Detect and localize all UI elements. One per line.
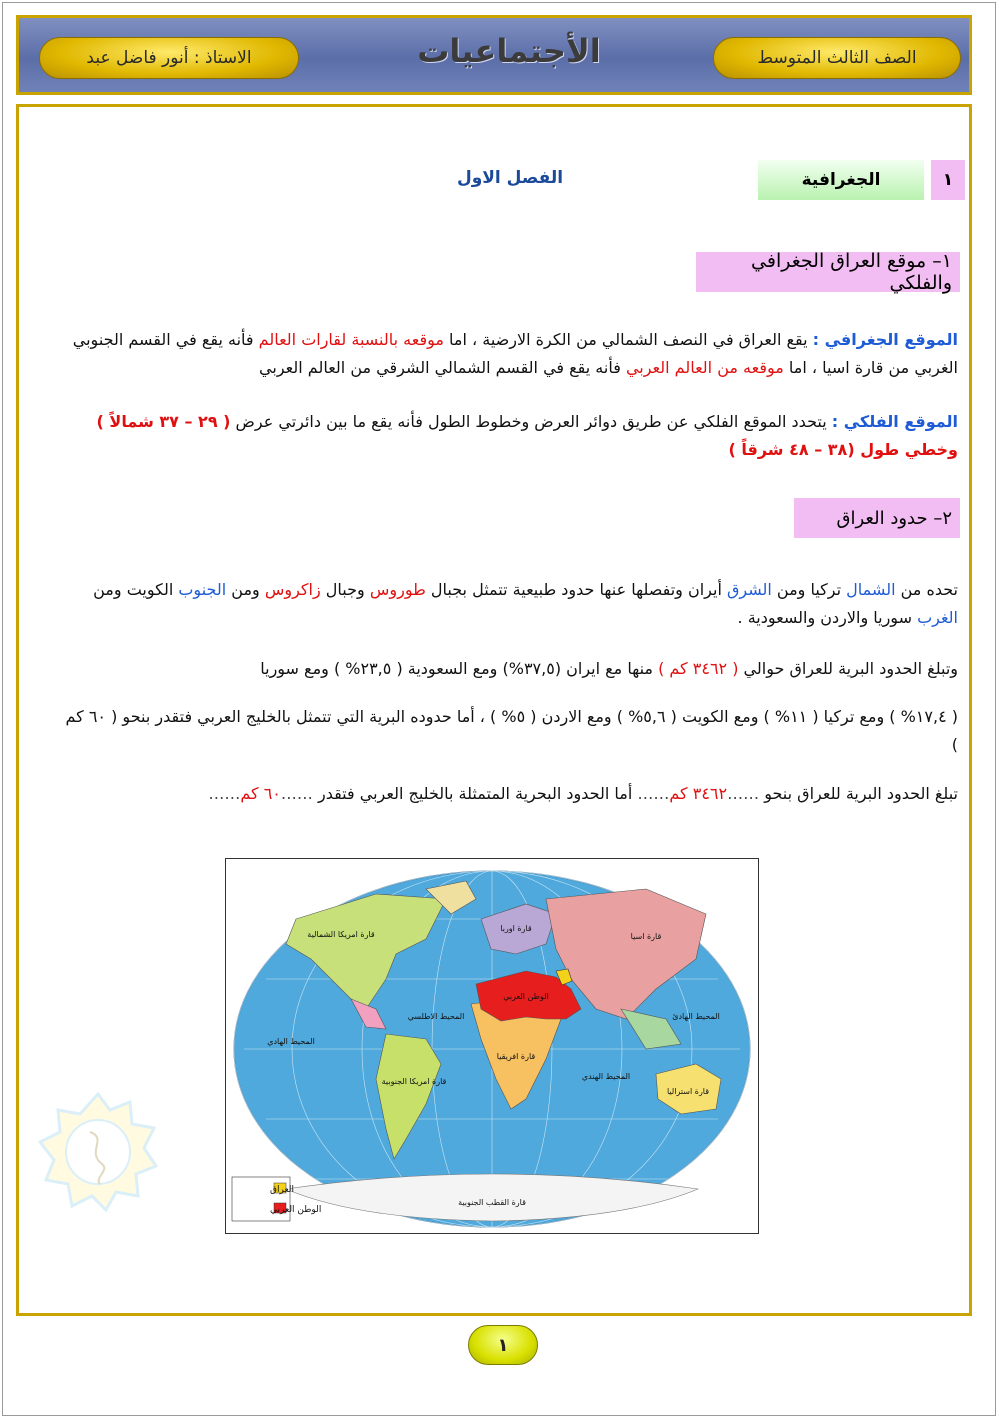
label-south-america: قارة امريكا الجنوبية (381, 1077, 447, 1086)
borders-segment: طوروس (369, 580, 426, 599)
land-borders-length: ( ٣٤٦٢ كم ) (658, 659, 739, 678)
astro-text: يتحدد الموقع الفلكي عن طريق دوائر العرض وخطوط الطول فأنه يقع ما بين دائرتي عرض (230, 412, 832, 431)
exercise-paragraph (56, 780, 958, 808)
label-indian-ocean: المحيط الهندي (581, 1072, 631, 1081)
borders-segment: الغرب (917, 608, 958, 627)
subject-title: الأجتماعيات (417, 32, 601, 70)
page-header (16, 15, 972, 95)
fill-dots-4: …… (208, 784, 241, 803)
borders-segment: تركيا ومن (771, 580, 847, 599)
border-shares-text: ( ١٧,٤% ) ومع تركيا ( ١١% ) ومع الكويت ( ٥,٦% ) ومع الاردن ( ٥% ) ، أما حدوده البرية التي تتمثل بالخليج العربي فتقدر بنحو ( ٦٠ كم ) (65, 707, 958, 754)
page-number-badge (468, 1325, 538, 1365)
astro-coordinates: ( ٢٩ – ٣٧ شمالاً ) وخطي طول (٣٨ – ٤٨ شرقاً ) (96, 412, 958, 459)
label-antarctica: قارة القطب الجنوبية (458, 1198, 526, 1207)
label-asia: قارة اسيا (630, 932, 662, 941)
land-borders-text-b: منها مع ايران (٣٧,٥%) ومع السعودية ( ٢٣,٥% ) ومع سوريا (260, 659, 659, 678)
label-pacific-east: المحيط الهادئ (672, 1012, 720, 1021)
topic1-heading (696, 252, 960, 292)
label-australia: قارة استراليا (666, 1087, 710, 1096)
section-number: ١ (931, 160, 965, 200)
label-north-america: قارة امريكا الشمالية (307, 930, 375, 939)
geo-highlight-2: موقعه من العالم العربي (625, 358, 784, 377)
world-map (225, 858, 759, 1234)
land-borders-paragraph (56, 655, 958, 683)
geo-location-paragraph (56, 326, 958, 382)
label-arab-world: الوطن العربي (503, 992, 549, 1001)
map-legend (232, 1177, 321, 1221)
label-africa: قارة افريقيا (496, 1052, 536, 1061)
label-pacific-west: المحيط الهادي (267, 1037, 315, 1046)
topic2-heading (794, 498, 960, 538)
borders-segment: زاكروس (264, 580, 321, 599)
borders-segment: وجبال (320, 580, 370, 599)
borders-paragraph (56, 576, 958, 632)
land-borders-text-a: وتبلغ الحدود البرية للعراق حوالي (738, 659, 958, 678)
label-atlantic: المحيط الاطلسي (407, 1012, 465, 1021)
fill-dots-2: …… (637, 784, 670, 803)
borders-segment: الشمال (846, 580, 896, 599)
fill-dots-3: …… (280, 784, 313, 803)
world-map-graphic (226, 859, 758, 1233)
geo-highlight-1: موقعه بالنسبة لقارات العالم (258, 330, 444, 349)
topic2-heading-text: ٢– حدود العراق (836, 507, 952, 529)
fill-dots-1: …… (727, 784, 760, 803)
chapter-title: الفصل الاول (456, 168, 564, 188)
borders-segment: سوريا والاردن والسعودية . (737, 608, 918, 627)
borders-segment: الشرق (726, 580, 772, 599)
grade-badge (713, 37, 961, 79)
teacher-label: الاستاذ : أنور فاضل عبد (86, 48, 252, 68)
astro-location-paragraph (56, 408, 958, 464)
grade-label: الصف الثالث المتوسط (757, 48, 917, 68)
exercise-text-b: أما الحدود البحرية المتمثلة بالخليج العربي فتقدر (312, 784, 638, 803)
geo-text-1: يقع العراق في النصف الشمالي من الكرة الارضية ، اما (443, 330, 813, 349)
label-europe: قارة اوربا (500, 924, 532, 933)
geo-text-3: فأنه يقع في القسم الشمالي الشرقي من العالم العربي (259, 358, 626, 377)
geo-location-label: الموقع الجغرافي : (812, 330, 958, 349)
borders-segment: الكويت ومن (93, 580, 179, 599)
legend-arab-world: الوطن العربي (270, 1205, 322, 1215)
borders-segment: ومن (226, 580, 265, 599)
border-shares-paragraph (56, 703, 958, 759)
watermark-seal (38, 1092, 158, 1212)
legend-iraq: العراق (270, 1185, 295, 1195)
section-name: الجغرافية (758, 160, 924, 200)
borders-segment: الجنوب (178, 580, 227, 599)
astro-location-label: الموقع الفلكي : (831, 412, 958, 431)
borders-segment: أيران وتفصلها عنها حدود طبيعية تتمثل بجبال (425, 580, 727, 599)
borders-segment: تحده من (895, 580, 958, 599)
exercise-text-a: تبلغ الحدود البرية للعراق بنحو (759, 784, 958, 803)
topic1-heading-text: ١– موقع العراق الجغرافي والفلكي (751, 250, 952, 294)
exercise-answer-2: ٦٠ كم (240, 784, 281, 803)
geo-text-2: فأنه يقع في القسم الجنوبي الغربي من قارة اسيا ، اما (72, 330, 958, 377)
exercise-answer-1: ٣٤٦٢ كم (669, 784, 728, 803)
teacher-badge (39, 37, 299, 79)
page-number: ١ (497, 1334, 509, 1356)
